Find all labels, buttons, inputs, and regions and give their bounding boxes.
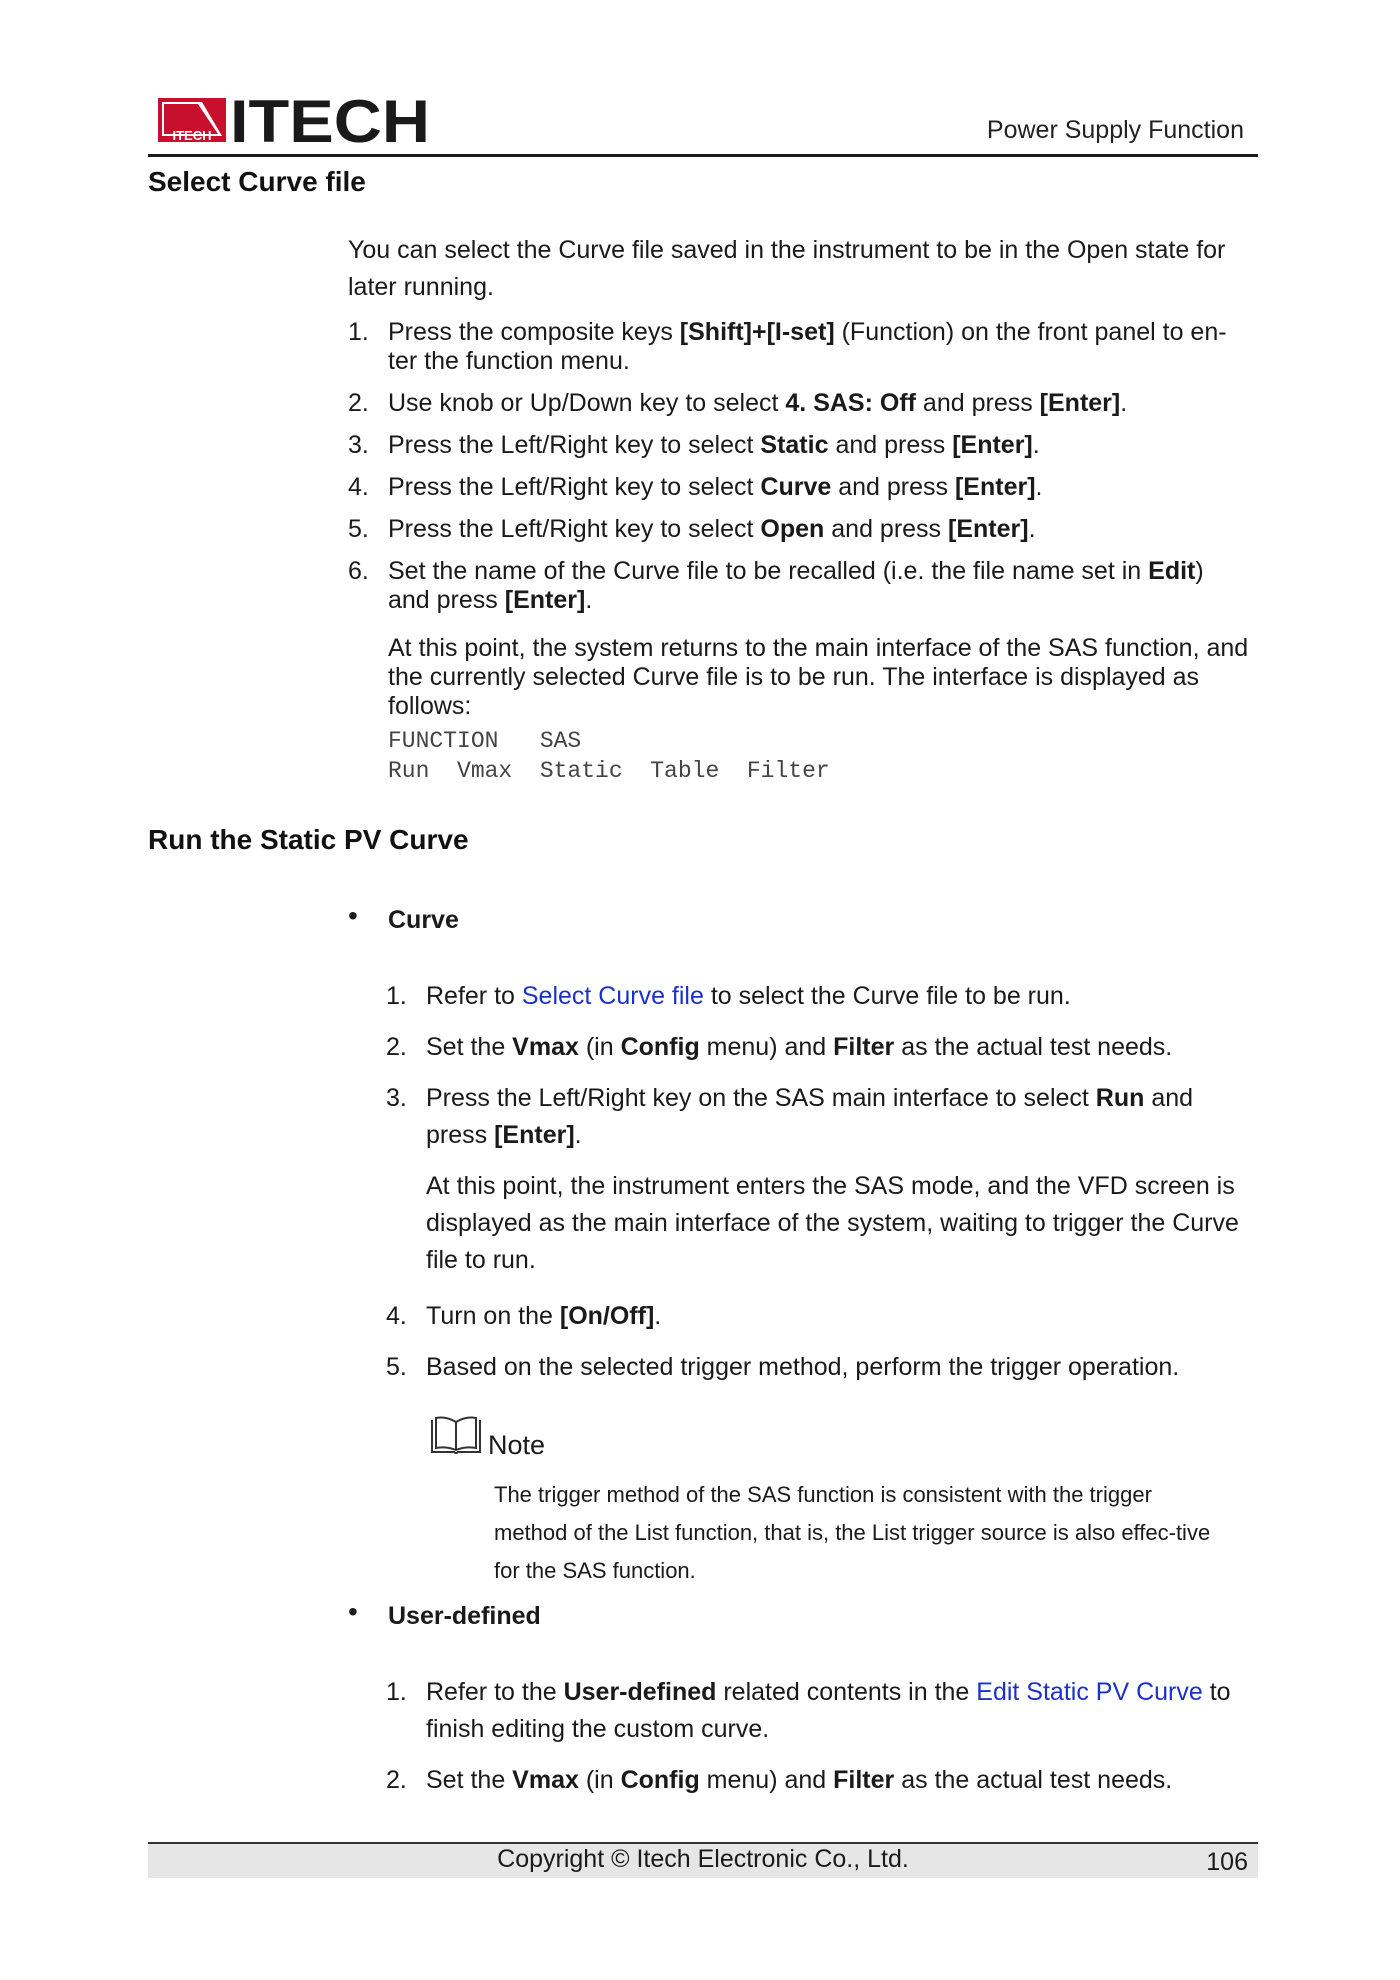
list-item-number: 5. [386, 1353, 407, 1381]
list-item: 2. Set the Vmax (in Config menu) and Filter as the actual test needs. [426, 1029, 1260, 1066]
emphasis: [Enter] [1039, 389, 1121, 417]
emphasis: [Enter] [494, 1121, 575, 1149]
emphasis: Edit [1148, 557, 1196, 585]
section-title-select-curve: Select Curve file [148, 166, 366, 197]
curve-step3-note: At this point, the instrument enters the SAS mode, and the VFD screen is displayed as the main interface of the system, waiting to trigger the Curve file to run. [426, 1172, 1239, 1274]
list-item-number: 6. [348, 557, 369, 585]
list-item-number: 2. [386, 1033, 407, 1061]
itech-logo [158, 96, 430, 146]
bullet-dot: • [348, 900, 358, 931]
list-item: 1. Refer to the User-defined related contents in the Edit Static PV Curve to finish editing the custom curve. [426, 1674, 1260, 1748]
list-item: 6. Set the name of the Curve file to be recalled (i.e. the file name set in Edit) and press [Enter]. [348, 557, 1204, 614]
list-item: 2. Use knob or Up/Down key to select 4. SAS: Off and press [Enter]. [348, 389, 1128, 417]
bullet-curve-label: Curve [388, 906, 459, 934]
list-item: 4. Turn on the [On/Off]. [426, 1298, 1260, 1335]
emphasis: Vmax [512, 1033, 579, 1061]
list-item: 1. Press the composite keys [Shift]+[I-set] (Function) on the front panel to en- ter the function menu. [348, 318, 1227, 375]
logo-small-text: ITECH [172, 128, 212, 143]
select-curve-intro: You can select the Curve file saved in the instrument to be in the Open state for later running. [348, 236, 1226, 301]
emphasis: [Shift]+[I-set] [679, 318, 835, 346]
emphasis: Config [620, 1766, 700, 1794]
bullet-user-defined-label: User-defined [388, 1602, 541, 1630]
screen-line-1: FUNCTION SAS [388, 728, 582, 754]
list-item: 1. Refer to Select Curve file to select the Curve file to be run. [426, 978, 1260, 1015]
list-item: 5. Based on the selected trigger method, perform the trigger operation. [426, 1349, 1260, 1386]
screen-line-2: Run Vmax Static Table Filter [388, 758, 830, 784]
logo-text: ITECH [230, 96, 430, 146]
list-item-number: 4. [348, 473, 369, 501]
select-curve-steps [348, 318, 1260, 628]
list-item: 2. Set the Vmax (in Config menu) and Filter as the actual test needs. [426, 1762, 1260, 1799]
curve-steps [386, 978, 1260, 1168]
curve-steps-continued [386, 1298, 1260, 1400]
emphasis: Run [1095, 1084, 1145, 1112]
emphasis: Static [760, 431, 829, 459]
page-number: 106 [1206, 1848, 1248, 1876]
emphasis: [Enter] [954, 473, 1036, 501]
section-title-run-static: Run the Static PV Curve [148, 824, 469, 855]
emphasis: [Enter] [948, 515, 1029, 543]
book-icon [428, 1414, 484, 1458]
list-item: 3. Press the Left/Right key on the SAS main interface to select Run and press [Enter]. [426, 1080, 1260, 1154]
list-item: 3. Press the Left/Right key to select Static and press [Enter]. [348, 431, 1040, 459]
note-text: The trigger method of the SAS function is consistent with the trigger method of the List function, that is, the List trigger source is also effec-tive for the SAS function. [494, 1482, 1211, 1583]
list-item-number: 3. [348, 431, 369, 459]
bullet-dot: • [348, 1596, 358, 1627]
emphasis: User-defined [563, 1678, 717, 1706]
list-item-number: 1. [386, 982, 407, 1010]
emphasis: [Enter] [952, 431, 1033, 459]
list-item-number: 4. [386, 1302, 407, 1330]
emphasis: Vmax [512, 1766, 579, 1794]
cross-reference-link[interactable]: Edit Static PV Curve [976, 1678, 1203, 1706]
cross-reference-link[interactable]: Select Curve file [521, 982, 704, 1010]
header-section-title: Power Supply Function [986, 116, 1244, 144]
emphasis: Filter [833, 1766, 895, 1794]
emphasis: Curve [760, 473, 832, 501]
select-curve-result: At this point, the system returns to the main interface of the SAS function, and the currently selected Curve file is to be run. The interface is displayed as follows: [388, 634, 1249, 720]
list-item-number: 3. [386, 1084, 407, 1112]
emphasis: Open [760, 515, 825, 543]
list-item: 4. Press the Left/Right key to select Curve and press [Enter]. [348, 473, 1043, 501]
list-item-number: 1. [348, 318, 369, 346]
header-rule [148, 154, 1258, 157]
list-item-number: 2. [348, 389, 369, 417]
emphasis: 4. SAS: Off [785, 389, 916, 417]
emphasis: [On/Off] [559, 1302, 655, 1330]
note-title: Note [488, 1430, 546, 1460]
footer-copyright: Copyright © Itech Electronic Co., Ltd. [497, 1845, 909, 1873]
emphasis: Config [620, 1033, 700, 1061]
list-item-number: 1. [386, 1678, 407, 1706]
emphasis: [Enter] [504, 586, 586, 614]
emphasis: Filter [833, 1033, 895, 1061]
list-item-number: 2. [386, 1766, 407, 1794]
user-defined-steps [386, 1674, 1260, 1813]
list-item-number: 5. [348, 515, 369, 543]
list-item: 5. Press the Left/Right key to select Open and press [Enter]. [348, 515, 1036, 543]
